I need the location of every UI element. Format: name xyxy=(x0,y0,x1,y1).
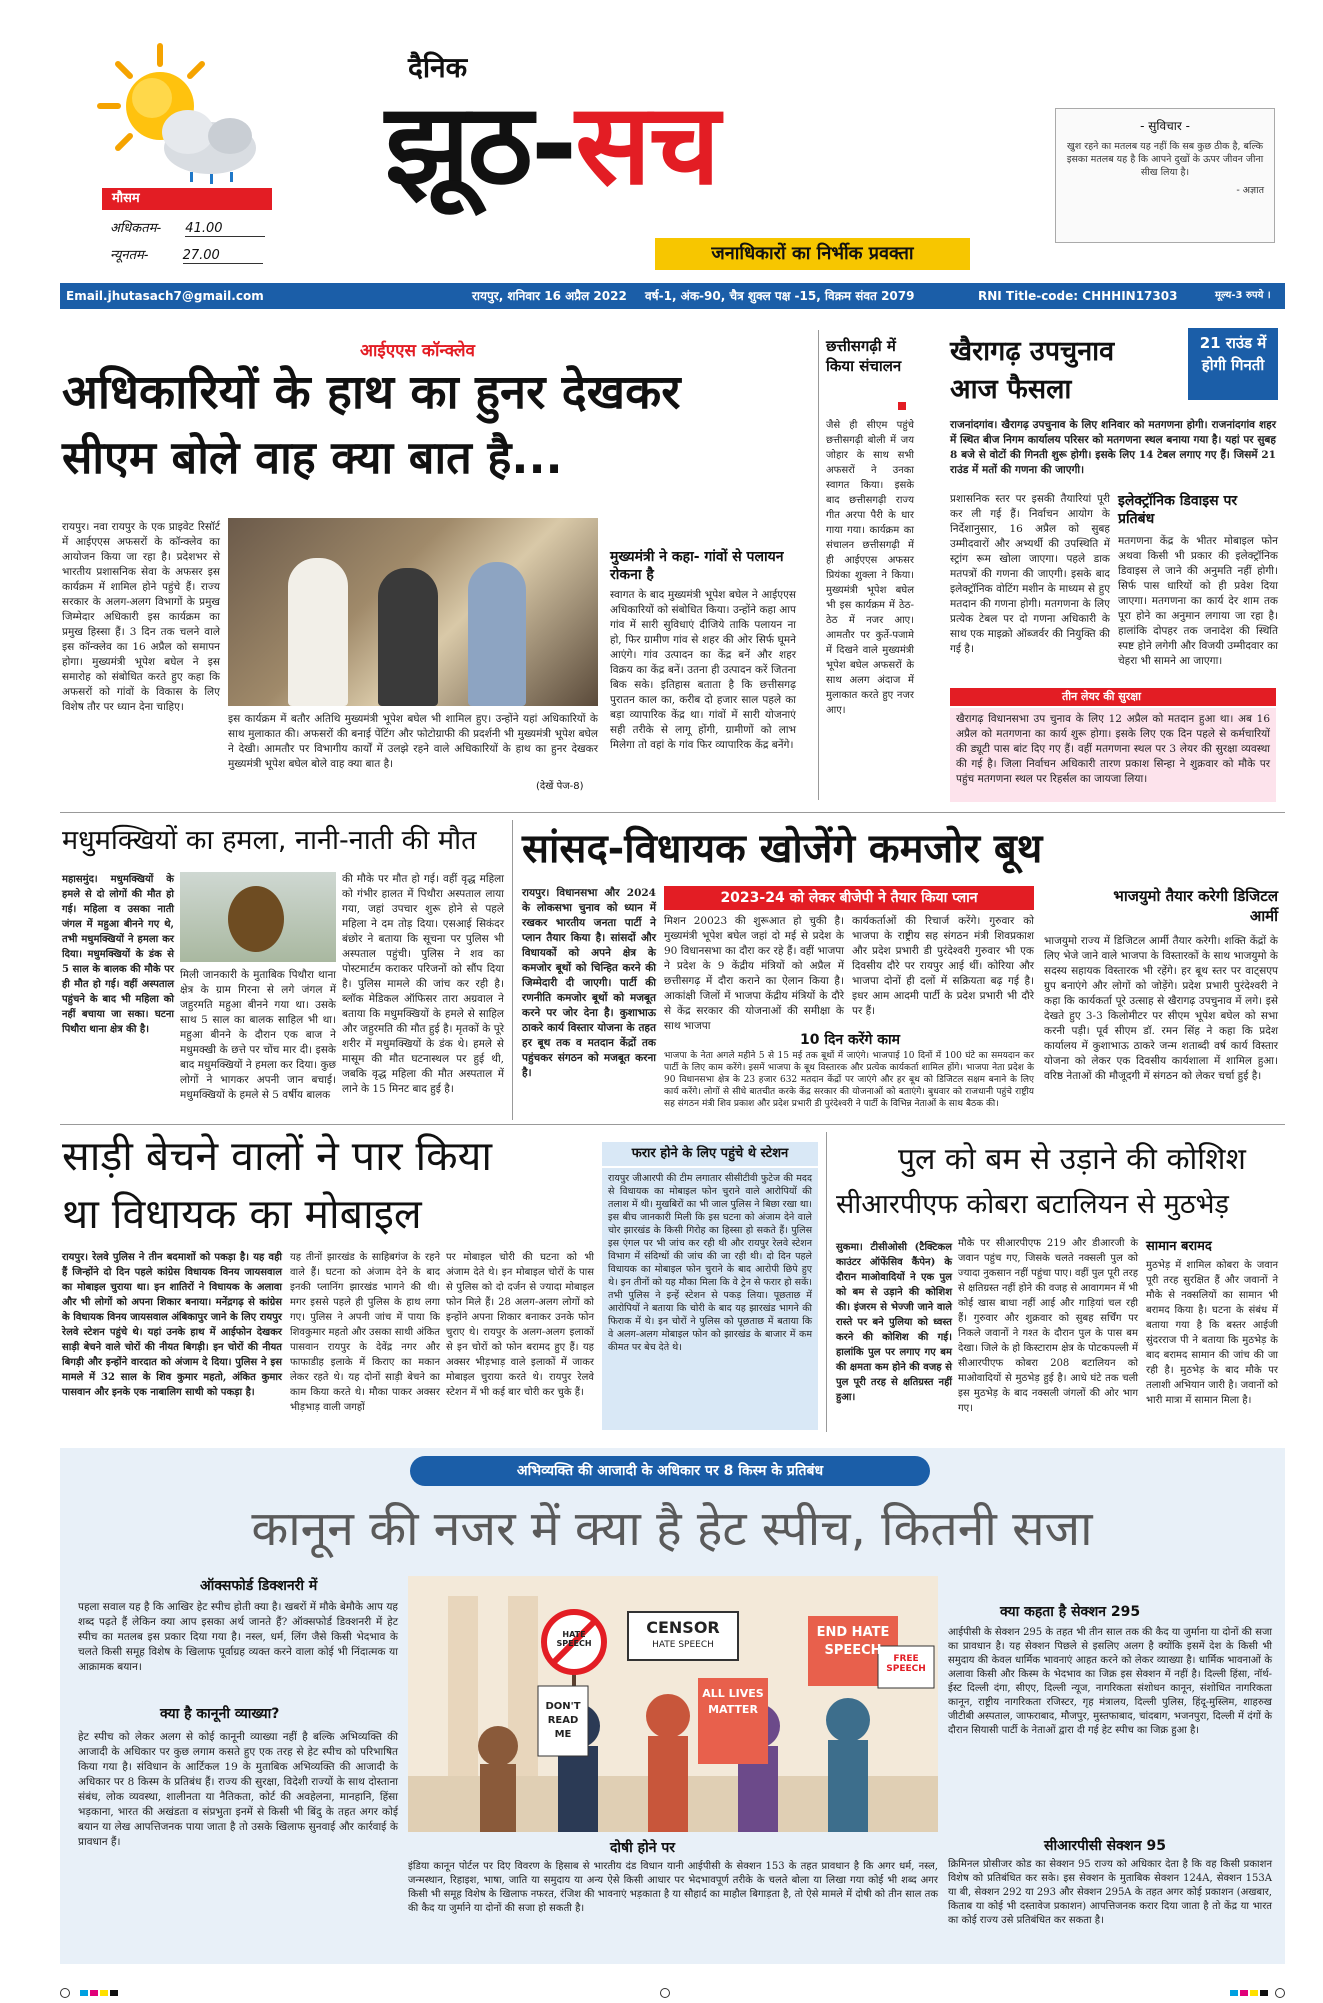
color-mark-magenta xyxy=(90,1990,98,1996)
masthead-name-b: सच xyxy=(575,80,719,210)
registration-mark-right xyxy=(1275,1988,1285,1998)
lead-kicker: आईएएस कॉन्क्लेव xyxy=(360,341,475,361)
hate-oxford-text: पहला सवाल यह है कि आखिर हेट स्पीच होती क्या है। खबरों में मौके बेमौके आप यह शब्द पढ़ते हैं लेकिन क्या आप इसका अर्थ जानते हैं? ऑक्सफोर्ड डिक्शनरी में हेट स्पीच का मतलब इस प्रकार दिया गया है। नस्ल, धर्म, लिंग जैसे किसी भेदभाव के चलते किसी समूह विशेष के खिलाफ पूर्वाग्रह व्यक्त करने वाला कोई भी निंदात्मक या आक्रामक बयान। xyxy=(78,1601,398,1673)
saree-headline-2: था विधायक का मोबाइल xyxy=(62,1190,422,1238)
weather-min-value: 27.00 xyxy=(183,248,263,264)
booth-red-text-left: मिशन 20023 की शुरूआत हो चुकी है। मुख्यमंत्री भूपेश बघेल जहां दो मई से प्रदेश के 90 विधानसभा का दौरा कर रहे हैं। वहीं भाजपा ने प्रदेश के 9 केंद्रीय मंत्रियों को अप्रैल में छत्तीसगढ़ में दौरा कराने का ऐलान किया है। आकांक्षी जिलों में भाजपा केंद्रीय मंत्रियों के दौरे से केंद्र सरकार की योजनाओं की समीक्षा के साथ भाजपा xyxy=(664,915,844,1032)
booth-right-text: भाजयुमो राज्य में डिजिटल आर्मी तैयार करेगी। शक्ति केंद्रों के लिए भेजे जाने वाले भाजपा के विस्तारकों के साथ भाजयुमो के सदस्य सहायक विस्तारक भी रहेंगे। हर बूथ स्तर पर वाट्सएप ग्रुप बनाएंगे और लोगों को जोड़ेंगे। प्रदेश प्रभारी पुरंदेश्वरी ने कहा कि कार्यकर्ता पूरे उत्साह से खैरागढ़ उपचुनाव में लगे। इसे देखते हुए 3-3 किलोमीटर पर सीएम भूपेश बघेल को सभा करनी पड़ी। पूर्व सीएम डॉ. रमन सिंह ने कहा कि प्रदेश कार्यालय में कुशाभाऊ ठाकरे जन्म शताब्दी वर्ष कार्य विस्तार योजना को लेकर एक दिवसीय कार्यशाला में शामिल हुआ। वरिष्ठ नेताओं की मौजूदगी में संगठन को लेकर चर्चा हुई है। xyxy=(1044,935,1278,1082)
hate-crpc-head: सीआरपीसी सेक्शन 95 xyxy=(1044,1838,1166,1854)
khairagarh-intro: राजनांदगांव। खैरागढ़ उपचुनाव के लिए शनिवार को मतगणना होगी। राजनांदगांव शहर में स्थित बीज निगम कार्यालय परिसर को मतगणना स्थल बनाया गया है। यहां पर सुबह 8 बजे से वोटों की गिनती शुरू होगी। इसके लिए 14 टेबल लगाए गए हैं। जिसमें 21 राउंड में मतों की गणना की जाएगी। xyxy=(950,419,1276,476)
info-bar xyxy=(60,283,1285,327)
bees-divider xyxy=(512,820,513,1120)
weather-widget xyxy=(60,40,280,275)
info-issue: वर्ष-1, अंक-90, चैत्र शुक्ल पक्ष -15, विक्रम संवत 2079 xyxy=(645,289,915,303)
hate-banner: अभिव्यक्ति की आजादी के अधिकार पर 8 किस्म के प्रतिबंध xyxy=(410,1456,930,1486)
saree-box-head: फरार होने के लिए पहुंचे थे स्टेशन xyxy=(602,1142,818,1166)
booth-left-text: रायपुर। विधानसभा और 2024 के लोकसभा चुनाव को ध्यान में रखकर भारतीय जनता पार्टी ने प्लान तैयार किया है। सांसदों और विधायकों को अपने क्षेत्र के कमजोर बूथों को चिन्हित करने की जिम्मेदारी दी जाएगी। पार्टी की रणनीति कमजोर बूथों को मजबूत करने पर जोर देना है। कुशाभाऊ ठाकरे कार्य विस्तार योजना के तहत हर बूथ तक व मतदान केंद्रों तक पहुंचकर संगठन को मजबूत करना है। xyxy=(522,887,656,1079)
lead-side-head: छत्तीसगढ़ी में किया संचालन xyxy=(826,337,902,375)
saree-column-3: पर मोबाइल चोरी की घटना को भी अंजाम देते थे। इन मोबाइल चोरों के पास से पुलिस को दो दर्जन से ज्यादा मोबाइल फोन मिले हैं। 28 अलग-अलग लोगों को इन्होंने अपना शिकार बनाकर उनके फोन चुराए थे। रायपुर के अलग-अलग इलाकों से इन चोरों को फोन बरामद हुए हैं। यह अक्सर भीड़भाड़ वाले इलाकों में जाकर मोबाइल चुराया करते थे। रायपुर रेलवे स्टेशन में भी कई बार चोरी कर चुके हैं। xyxy=(446,1252,594,1398)
masthead-title xyxy=(385,70,718,220)
color-mark-magenta-right xyxy=(1240,1990,1248,1996)
lead-photo xyxy=(228,518,598,706)
color-mark-black xyxy=(110,1990,118,1996)
booth-red-head: 2023-24 को लेकर बीजेपी ने तैयार किया प्लान xyxy=(664,886,1034,910)
hate-illustration xyxy=(408,1576,938,1832)
weather-min-label: न्यूनतम- xyxy=(110,248,149,263)
saree-column-1: रायपुर। रेलवे पुलिस ने तीन बदमाशों को पकड़ा है। यह वही हैं जिन्होंने दो दिन पहले कांग्रेस विधायक विनय जायसवाल का मोबाइल चुराया था। इन शातिरों ने विधायक के अलावा और भी लोगों को अपना शिकार बनाया। मनेंद्रगढ़ से कांग्रेस के विधायक विनय जायसवाल अंबिकापुर जाने के लिए रायपुर रेलवे स्टेशन पहुंचे थे। यहां उनके हाथ में आईफोन देखकर साड़ी बेचने वाले चोरों की नीयत बिगड़ी। इन चोरों की नीयत बिगड़ी और इन्होंने वारदात को अंजाम दे दिया। पुलिस ने इस मामले में 32 साल के शिव कुमार महतो, अंकित कुमार पासवान और इनके एक नाबालिग साथी को पकड़ा है। xyxy=(62,1252,282,1398)
bees-column-2: मिली जानकारी के मुताबिक पिथौरा थाना क्षेत्र के ग्राम गिरना से लगे जंगल में जहुरमति महुआ बीनने गया था। उसके साथ 5 साल का बालक साहिल भी था। महुआ बीनने के दौरान एक बाज ने मधुमक्खी के छत्ते पर चोंच मार दी। इसके बाद मधुमक्खियों ने हमला कर दिया। कुछ लोगों ने भागकर अपनी जान बचाई। मधुमक्खियों के हमले से 5 वर्षीय बालक xyxy=(180,969,336,1101)
lead-photo-caption: इस कार्यक्रम में बतौर अतिथि मुख्यमंत्री भूपेश बघेल भी शामिल हुए। उन्होंने यहां अधिकारियों के साथ मुलाकात की। अफसरों की बनाई पेंटिंग और फोटोग्राफी की प्रदर्शनी भी मुख्यमंत्री भूपेश बघेल ने देखी। आमतौर पर विभागीय कार्यों में उलझे रहने वाले अधिकारियों के हाथ का हुनर देखकर मुख्यमंत्री भूपेश बघेल बोले वाह क्या बात है। xyxy=(228,713,598,770)
khairagarh-security-head: तीन लेयर की सुरक्षा xyxy=(950,688,1276,706)
hate-legal-text: हेट स्पीच को लेकर अलग से कोई कानूनी व्याख्या नहीं है बल्कि अभिव्यक्ति की आजादी के अधिकार पर कुछ लगाम कसते हुए एक तरह से हेट स्पीच को परिभाषित किया गया है। संविधान के आर्टिकल 19 के मुताबिक अभिव्यक्ति की आजादी के अधिकार पर 8 किस्म के प्रतिबंध हैं। राज्य की सुरक्षा, विदेशी राज्यों के साथ दोस्ताना संबंध, लोक व्यवस्था, शालीनता या नैतिकता, कोर्ट की अवहेलना, मानहानि, हिंसा भड़काना, भारत की अखंडता व संप्रभुता इनमें से किसी भी बिंदु के तहत अगर कोई बयान या लेख आपत्तिजनक पाया जाता है तो उसके खिलाफ सुनवाई और कार्रवाई के प्रावधान हैं। xyxy=(78,1731,398,1848)
section-divider-1 xyxy=(60,812,1285,813)
saree-column-2: यह तीनों झारखंड के साहिबगंज के रहने वाले हैं। घटना को अंजाम देने के बाद इनकी प्लानिंग झारखंड भागने की थी। मगर इससे पहले ही पुलिस के हाथ लगा गए। पुलिस ने अपनी जांच में पाया कि शिवकुमार महतो और उसका साथी अंकित पासवान रायपुर के देवेंद्र नगर और फाफाडीह इलाके में किराए का मकान लेकर रहते थे। यह दोनों साड़ी बेचने का काम किया करते थे। मौका पाकर अक्सर भीड़भाड़ वाली जगहों xyxy=(290,1252,440,1413)
beehive-shape xyxy=(228,886,284,952)
thought-box xyxy=(1055,108,1275,243)
lead-headline-2: सीएम बोले वाह क्या बात है... xyxy=(62,431,563,484)
thought-text: खुश रहने का मतलब यह नहीं कि सब कुछ ठीक है, बल्कि इसका मतलब यह है कि आपने दुखों के ऊपर जीवन जीना सीख लिया है। xyxy=(1066,141,1264,178)
protest-illustration-icon xyxy=(408,1576,938,1832)
hate-headline: कानून की नजर में क्या है हेट स्पीच, कितनी सजा xyxy=(251,1501,1093,1557)
masthead-dash: - xyxy=(530,80,576,210)
sign-censor: CENSOR xyxy=(646,1618,720,1637)
khairagarh-security-text: खैरागढ़ विधानसभा उप चुनाव के लिए 12 अप्रैल को मतदान हुआ था। अब 16 अप्रैल को मतगणना का कार्य शुरू होगा। इसके लिए एक दिन पहले से कर्मचारियों की ड्यूटी पास बांट दिए गए हैं। वहीं मतगणना स्थल पर 3 लेयर की सुरक्षा व्यवस्था की गई है। जिला निर्वाचन अधिकारी तारण प्रकाश सिन्हा ने शुक्रवार को मौके पर पहुंच मतगणना स्थल पर रिहर्सल का जायजा लिया। xyxy=(950,708,1276,802)
bridge-subheadline: सीआरपीएफ कोबरा बटालियन से मुठभेड़ xyxy=(836,1189,1229,1220)
registration-mark-left xyxy=(60,1988,70,1998)
info-place-date: रायपुर, शनिवार 16 अप्रैल 2022 xyxy=(472,289,627,303)
khairagarh-sub-text: मतगणना केंद्र के भीतर मोबाइल फोन अथवा किसी भी प्रकार की इलेक्ट्रॉनिक डिवाइस ले जाने की अनुमति नहीं होगी। सिर्फ पास धारियों को ही प्रवेश दिया जाएगा। मतगणना का कार्य देर शाम तक पूरा होने का अनुमान लगाया जा रहा है। हालांकि दोपहर तक जनादेश की स्थिति स्पष्ट होने लगेगी और विजयी उम्मीदवार का चेहरा भी सामने आ जाएगा। xyxy=(1118,535,1278,667)
hate-crpc-text: क्रिमिनल प्रोसीजर कोड का सेक्शन 95 राज्य को अधिकार देता है कि वह किसी प्रकाशन विशेष को प्रतिबंधित कर सके। इस सेक्शन के मुताबिक सेक्शन 124A, सेक्शन 153A या बी, सेक्शन 292 या 293 और सेक्शन 295A के तहत अगर कोई प्रकाशन (अखबार, किताब या कोई भी दस्तावेज प्रकाशन) आपत्तिजनक करार दिया जाता है तो केंद्र या भारत का कोई राज्य उसे प्रतिबंधित कर सकता है। xyxy=(948,1859,1272,1926)
sign-all-lives: ALL LIVES MATTER xyxy=(702,1687,764,1716)
sign-hate-speech: HATE SPEECH xyxy=(556,1630,592,1648)
weather-min xyxy=(110,245,263,264)
bridge-column-1: सुकमा। टीसीओसी (टैक्टिकल काउंटर ऑफेंसिव कैंपेन) के दौरान माओवादियों ने एक पुल को बम से उड़ाने की कोशिश की। इंजरम से भेज्जी जाने वाले रास्ते पर बने पुलिया को ध्वस्त करने की कोशिश की गई। हालांकि पुल पर लगाए गए बम की क्षमता कम होने की वजह से पुल पूरी तरह से क्षतिग्रस्त नहीं हुआ। xyxy=(836,1242,952,1403)
weather-label: मौसम xyxy=(102,188,272,210)
sign-free-speech: FREE SPEECH xyxy=(886,1654,926,1674)
weather-max xyxy=(110,218,265,237)
bees-column-1: महासमुंद। मधुमक्खियों के हमले से दो लोगों की मौत हो गई। महिला व उसका नाती जंगल में महुआ बीनने गए थे, तभी मधुमक्खियों ने हमला कर दिया। मधुमक्खियों के डंक से 5 साल के बालक की मौके पर ही मौत हो गई। वहीं अस्पताल पहुंचने के बाद भी महिला को नहीं बचाया जा सका। घटना पिथौरा थाना क्षेत्र की है। xyxy=(62,874,174,1035)
sign-censor-sub: HATE SPEECH xyxy=(652,1640,714,1650)
khairagarh-headline-2: आज फैसला xyxy=(950,374,1072,405)
thought-title: - सुविचार - xyxy=(1140,119,1190,133)
lead-side-text: जैसे ही सीएम पहुंचे छत्तीसगढ़ी बोली में जय जोहार के साथ सभी अफसरों ने उनका स्वागत किया। इसके बाद छत्तीसगढ़ी राज्य गीत अरपा पैरी के धार गाया गया। कार्यक्रम का संचालन छत्तीसगढ़ी में ही आईएएस अफसर प्रियंका शुक्ला ने किया। मुख्यमंत्री भूपेश बघेल भी इस कार्यक्रम में ठेठ-ठेठ में नजर आए। आमतौर पर कुर्ते-पजामे में दिखने वाले मुख्यमंत्री भूपेश बघेल अफसरों के साथ अलग अंदाज में मुलाकात करते हुए नजर आए। xyxy=(826,420,914,716)
lead-left-column: रायपुर। नवा रायपुर के एक प्राइवेट रिसॉर्ट में आईएएस अफसरों के कॉन्क्लेव का आयोजन किया जा रहा है। प्रदेशभर से भारतीय प्रशासनिक सेवा के अफसर इस कार्यक्रम में शामिल होने पहुंचे हैं। राज्य सरकार के अलग-अलग विभागों के प्रमुख जिम्मेदार अधिकारी इस कार्यक्रम का प्रमुख हिस्सा हैं। 3 दिन तक चलने वाले इस कॉन्क्लेव का 16 अप्रैल को समापन होगा। मुख्यमंत्री भूपेश बघेल ने इस समारोह को संबोधित करते हुए कहा कि अफसरों को गांवों के विकास के लिए विशेष तौर पर ध्यान देना चाहिए। xyxy=(62,521,220,713)
weather-max-value: 41.00 xyxy=(185,221,265,237)
lead-side-icon xyxy=(898,402,906,410)
bees-column-3: की मौके पर मौत हो गई। वहीं वृद्ध महिला को गंभीर हालत में पिथौरा अस्पताल लाया गया, जहां उपचार शुरू होने से पहले महिला ने दम तोड़ दिया। एसआई सिकंदर बंछोर ने बताया कि सूचना पर पुलिस भी अस्पताल पहुंची। पुलिस ने शव का पोस्टमार्टम कराकर परिजनों को सौंप दिया है। पुलिस मामले की जांच कर रही है। ब्लॉक मेडिकल ऑफिसर तारा अग्रवाल ने बताया कि मधुमक्खियों के हमले से साहिल और जहुरमति की मौत हुई है। मृतकों के पूरे शरीर में मधुमक्खियों के डंक थे। हमले से मासूम की मौत घटनास्थल पर हुई थी, जबकि वृद्ध महिला की मौत अस्पताल में लाने के 15 मिनट बाद हुई है। xyxy=(342,873,504,1095)
hate-s295-text: आईपीसी के सेक्शन 295 के तहत भी तीन साल तक की कैद या जुर्माना या दोनों की सजा का प्रावधान है। यह सेक्शन पिछले से इसलिए अलग है क्योंकि इसमें देश के किसी भी समुदाय की केवल धार्मिक भावनाएं आहत करने को लेकर व्याख्या है। धार्मिक भावनाओं के अलावा किसी और किस्म के भेदभाव का जिक्र इस सेक्शन में नहीं है। दिल्ली हिंसा, नॉर्थ-ईस्ट दिल्ली दंगा, सीएए, दिल्ली न्यूज, नागरिकता संशोधन कानून, संशोधित नागरिकता कानून, राष्ट्रीय नागरिकता रजिस्टर, गृह मंत्रालय, दिल्ली पुलिस, हिंदू-मुस्लिम, शाहरुख जीटीबी अस्पताल, जाफराबाद, मौजपुर, मुस्तफाबाद, चांदबाग, भजनपुरा, दिल्ली में दंगों के दौरान सियासी पार्टी के नेताओं द्वारा दी गई हेट स्पीच का जिक्र हुआ है। xyxy=(948,1627,1272,1736)
khairagarh-sub-head: इलेक्ट्रॉनिक डिवाइस पर प्रतिबंध xyxy=(1118,493,1238,527)
color-mark-cyan xyxy=(80,1990,88,1996)
saree-headline-1: साड़ी बेचने वालों ने पार किया xyxy=(62,1132,493,1180)
color-mark-yellow-right xyxy=(1250,1990,1258,1996)
lead-sub-text: स्वागत के बाद मुख्यमंत्री भूपेश बघेल ने आईएएस अधिकारियों को संबोधित किया। उन्होंने कहा आप गांव में सारी सुविधाएं दीजिये ताकि पलायन ना हो, फिर ग्रामीण गांव से शहर की ओर सिर्फ घूमने आएंगे। गांव उत्पादन का केंद्र बनें और शहर विक्रय का केंद्र बनें। उतना ही उत्पादन करें जितना बिक सके। इतिहास बताता है कि छत्तीसगढ़ पुरातन काल का, करीब दो हजार साल पहले का बड़ा व्यापारिक केंद्र था। गांवों में सारी योजनाएं सही तरीके से लागू होंगी, ग्रामीणों को लाभ मिलेगा तो वहां के गांव फिर व्यापारिक केंद्र बनेंगे। xyxy=(610,589,796,751)
booth-sub-head: 10 दिन करेंगे काम xyxy=(800,1032,901,1048)
info-price: मूल्य-3 रुपये । पृष्ठ-8 xyxy=(1215,290,1271,327)
booth-headline: सांसद-विधायक खोजेंगे कमजोर बूथ xyxy=(522,826,1043,872)
masthead-tagline: जनाधिकारों का निर्भीक प्रवक्ता xyxy=(655,238,970,270)
photo-figure-1 xyxy=(288,558,348,706)
lead-divider xyxy=(818,330,819,800)
lead-headline-1: अधिकारियों के हाथ का हुनर देखकर xyxy=(62,365,681,420)
section-divider-2 xyxy=(60,1124,1285,1125)
bees-headline: मधुमक्खियों का हमला, नानी-नाती की मौत xyxy=(62,825,477,856)
color-mark-yellow xyxy=(100,1990,108,1996)
weather-max-label: अधिकतम- xyxy=(110,221,162,236)
hate-oxford-head: ऑक्सफोर्ड डिक्शनरी में xyxy=(200,1578,318,1594)
lead-continued: (देखें पेज-8) xyxy=(536,781,584,792)
saree-box-text: रायपुर जीआरपी की टीम लगातार सीसीटीवी फुटेज की मदद से विधायक का मोबाइल फोन चुराने वाले आरोपियों की तलाश में थी। मुखबिरों का भी जाल पुलिस ने बिछा रखा था। इस बीच जानकारी मिली कि इस घटना को अंजाम देने वाले चोर झारखंड के किसी गिरोह का हिस्सा हो सकते हैं। पुलिस इस एंगल पर भी जांच कर रही थी और रायपुर रेलवे स्टेशन विभाग में संदिग्धों की जांच की जा रही थी। दो दिन पहले विधायक का मोबाइल फोन चुराने के बाद आरोपी छिपे हुए थे। इन तीनों को यह मौका मिला कि वे ट्रेन से फरार हो सकें। तभी पुलिस ने इन्हें स्टेशन से पकड़ लिया। पूछताछ में आरोपियों ने बताया कि चोरी के बाद यह झारखंड भागने की फिराक में थे। इन चोरों ने पुलिस को पूछताछ में बताया कि वे अलग-अलग मोबाइल फोन को झारखंड के बाजार में कम कीमत पर बेच देते थे। xyxy=(602,1168,818,1430)
booth-right-head: भाजयुमो तैयार करेगी डिजिटल आर्मी xyxy=(1113,887,1278,925)
thought-author: - अज्ञात xyxy=(1236,185,1264,196)
khairagarh-left-text: प्रशासनिक स्तर पर इसकी तैयारियां पूरी कर ली गई हैं। निर्वाचन आयोग के निर्देशानुसार, 16 अप्रैल को सुबह उम्मीदवारों और अभ्यर्थी की उपस्थिति में स्ट्रांग रूम खोला जाएगा। पहले डाक मतपत्रों की गणना की जाएगी। इसके बाद इलेक्ट्रॉनिक वोटिंग मशीन के माध्यम से हुए मतदान की गणना होगी। मतगणना के लिए प्रत्येक टेबल पर दो गणना अधिकारी के साथ एक माइक्रो ऑब्जर्वर की नियुक्ति की गई है। xyxy=(950,493,1110,655)
color-mark-cyan-right xyxy=(1230,1990,1238,1996)
bridge-headline: पुल को बम से उड़ाने की कोशिश xyxy=(898,1142,1246,1177)
khairagarh-badge: 21 राउंड में होगी गिनती xyxy=(1188,328,1278,400)
sign-end-hate: END HATE SPEECH xyxy=(816,1625,890,1658)
hate-legal-head: क्या है कानूनी व्याख्या? xyxy=(160,1706,280,1722)
hate-guilty-head: दोषी होने पर xyxy=(610,1840,676,1856)
lead-sub-head: मुख्यमंत्री ने कहा- गांवों से पलायन रोकना है xyxy=(610,549,784,583)
sun-cloud-icon xyxy=(60,40,270,190)
booth-sub-text: भाजपा के नेता अगले महीने 5 से 15 मई तक बूथों में जाएंगे। भाजपाई 10 दिनों में 100 घंटे का समयदान कर पार्टी के लिए काम करेंगे। इसमें भाजपा के बूथ विस्तारक और प्रत्येक कार्यकर्ता शामिल होंगे। भाजपा नेता प्रदेश के 90 विधानसभा क्षेत्र के 23 हजार 632 मतदान केंद्रों पर जाएंगे और हर बूथ को डिजिटल सक्षम बनाने के लिए कार्य करेंगे। लोगों से सीधे बातचीत करके केंद्र सरकार की योजनाओं को बताएंगे। बुधवार को राजधानी पहुंचे राष्ट्रीय सह संगठन मंत्री शिव प्रकाश और प्रदेश प्रभारी डी पुरंदेश्वरी ने पार्टी के विभिन्न नेताओं के साथ बैठक की। xyxy=(664,1051,1034,1109)
masthead-daily: दैनिक xyxy=(408,51,468,84)
info-rni: RNI Title-code: CHHHIN17303 xyxy=(978,289,1178,303)
color-mark-black-right xyxy=(1260,1990,1268,1996)
info-email: Email.jhutasach7@gmail.com xyxy=(66,289,264,303)
photo-figure-3 xyxy=(468,562,526,706)
khairagarh-headline-1: खैरागढ़ उपचुनाव xyxy=(950,336,1115,367)
bridge-column-2: मौके पर सीआरपीएफ 219 और डीआरजी के जवान पहुंच गए, जिसके चलते नक्सली पुल को ज्यादा नुकसान नहीं पहुंचा पाए। वहीं पुल पूरी तरह से क्षतिग्रस्त नहीं होने की वजह से आवागमन में भी कोई खास बाधा नहीं आई और गाड़ियां चल रही हैं। गुरुवार और शुक्रवार को सुबह सर्चिंग पर निकले जवानों ने गश्त के दौरान पुल के पास बम देखा। जिले के हो किस्टाराम क्षेत्र के पोटकपल्ली में सीआरपीएफ कोबरा 208 बटालियन को माओवादियों से मुठभेड़ हुई है। आधे घंटे तक चली इस मुठभेड़ के बाद नक्सली जंगलों की ओर भाग गए। xyxy=(958,1238,1138,1414)
saree-divider xyxy=(826,1132,827,1432)
masthead-name-a: झूठ xyxy=(385,80,531,210)
registration-mark-center xyxy=(660,1988,670,1998)
booth-red-text-right: कार्यकर्ताओं की रिचार्ज करेंगे। गुरुवार को भाजपा के राष्ट्रीय सह संगठन मंत्री शिवप्रकाश और प्रदेश प्रभारी डी पुरंदेश्वरी गुरुवार भी एक दिवसीय दौरे पर रायपुर आई थीं। कोरिया और भाजपा दोनों ही दलों में सक्रियता बढ़ गई है। इधर आम आदमी पार्टी के प्रदेश प्रभारी भी दौरे पर हैं। xyxy=(852,915,1034,1017)
sign-dont-read: DON'T READ ME xyxy=(545,1701,581,1740)
bridge-side-head: सामान बरामद xyxy=(1146,1239,1212,1254)
hate-s295-head: क्या कहता है सेक्शन 295 xyxy=(1000,1604,1141,1620)
photo-figure-2 xyxy=(378,568,438,706)
hate-guilty-text: इंडिया कानून पोर्टल पर दिए विवरण के हिसाब से भारतीय दंड विधान यानी आईपीसी के सेक्शन 153 के तहत प्रावधान है कि अगर धर्म, नस्ल, जन्मस्थान, रिहाइश, भाषा, जाति या समुदाय या अन्य ऐसे किसी आधार पर भेदभावपूर्ण तरीके के चलते बोला या लिखा गया कोई भी शब्द अगर किसी भी समूह विशेष के खिलाफ नफरत, रंजिश की भावनाएं भड़काता है या सौहार्द का माहौल बिगाड़ता है, तो ऐसे मामले में दोषी को तीन साल तक की कैद या जुर्माने या दोनों की सजा हो सकती है। xyxy=(408,1861,938,1914)
bees-photo xyxy=(180,872,336,962)
bridge-side-text: मुठभेड़ में शामिल कोबरा के जवान पूरी तरह सुरक्षित हैं और जवानों ने मौके से नक्सलियों का सामान भी बरामद किया है। घटना के संबंध में बताया गया है कि बस्तर आईजी सुंदरराज पी ने बताया कि मुठभेड़ के बाद बरामद सामान की जांच की जा रही है। मुठभेड़ के बाद मौके पर तलाशी अभियान जारी है। जवानों को भारी मात्रा में सामान मिला है। xyxy=(1146,1260,1278,1406)
